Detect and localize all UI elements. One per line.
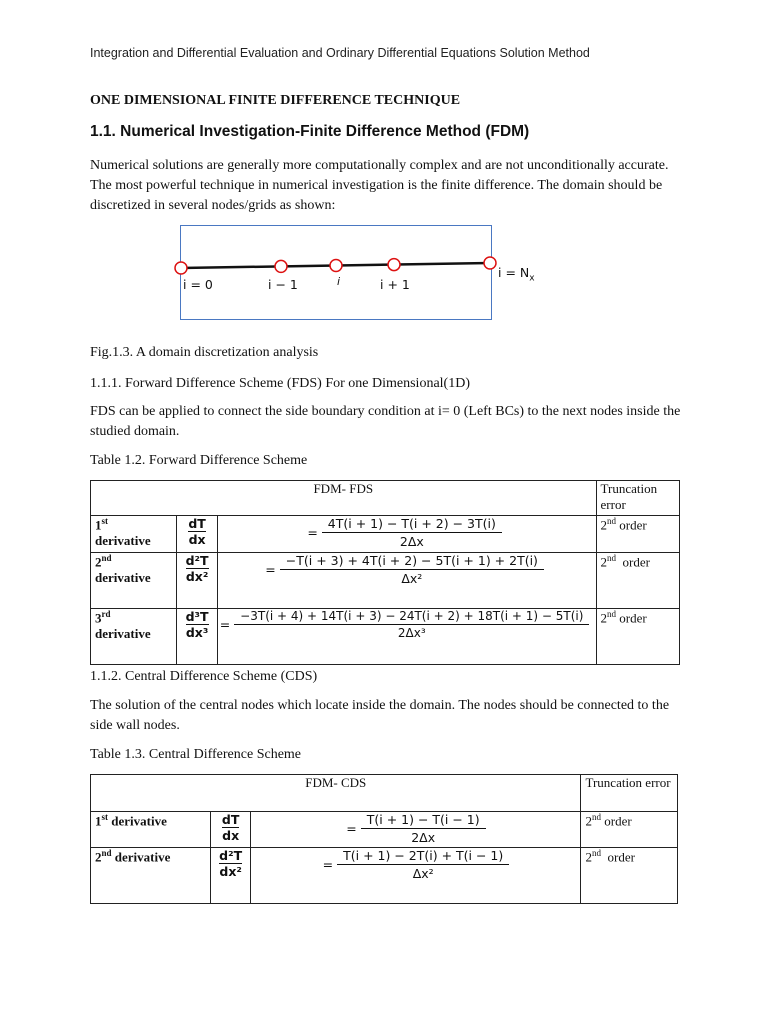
fds-heading: 1.1.1. Forward Difference Scheme (FDS) For one Dimensional(1D) <box>90 376 470 391</box>
error-cell: 2nd order <box>596 609 679 665</box>
node-circle <box>484 257 496 269</box>
formula-cell: = $\frac{4T(i + 1) - T(i + 2) - 3T(i)}{2\Delta x}$ <box>217 516 596 553</box>
error-cell: 2nd order <box>581 848 678 904</box>
error-cell: 2nd order <box>581 812 678 848</box>
end-node-label-sub: x <box>529 273 535 284</box>
formula-cell: = $\frac{-3T(i + 4) + 14T(i + 3) - 24T(i + 2) + 18T(i + 1) - 5T(i)}{\text{2Δx³}}$ <box>217 609 596 665</box>
fds-table-caption: Table 1.2. Forward Difference Scheme <box>90 453 308 468</box>
end-node-label <box>498 265 535 284</box>
error-header: Truncation error <box>596 481 679 516</box>
table-header-row <box>91 775 678 812</box>
row-label: 1st derivative <box>91 516 177 553</box>
table-header <box>91 481 597 516</box>
node-label: i + 1 <box>380 277 410 292</box>
cds-table-caption: Table 1.3. Central Difference Scheme <box>90 747 302 762</box>
error-cell: 2nd order <box>596 553 679 609</box>
table-row <box>91 609 680 665</box>
error-header: Truncation error <box>581 775 678 812</box>
node-circle <box>330 260 342 272</box>
table-row <box>91 848 678 904</box>
formula-cell: = $\frac{T(i + 1) - 2T(i) + T(i - 1)}{\text{Δx²}}$ <box>251 848 581 904</box>
cds-heading: 1.1.2. Central Difference Scheme (CDS) <box>90 669 318 684</box>
node-circle <box>275 260 287 272</box>
derivative-symbol: $\frac{dT}{dx}$ <box>177 516 217 553</box>
row-label: 2nd derivative <box>91 553 177 609</box>
node-circle <box>388 259 400 271</box>
row-label: 3rd derivative <box>91 609 177 665</box>
derivative-symbol: $\frac{\text{d²T}}{\text{dx²}}$ <box>177 553 217 609</box>
table-header <box>91 775 581 812</box>
derivative-symbol: $\frac{dT}{dx}$ <box>210 812 251 848</box>
table-row <box>91 812 678 848</box>
node-label: i <box>337 275 341 288</box>
formula-cell: = $\frac{T(i + 1) - T(i - 1)}{2\Delta x}$ <box>251 812 581 848</box>
figure-caption: Fig.1.3. A domain discretization analysis <box>90 345 319 360</box>
table-row <box>91 516 680 553</box>
node-label: i − 1 <box>268 277 298 292</box>
node-circle <box>175 262 187 274</box>
subsection-title: 1.1. Numerical Investigation-Finite Difference Method (FDM) <box>90 123 530 140</box>
intro-paragraph: Numerical solutions are generally more computationally complex and are not unconditionally accurate. The most powerful technique in numerical investigation is the finite difference. The domain should be discretized in several nodes/grids as shown: <box>90 158 669 213</box>
derivative-symbol: $\frac{\text{d²T}}{\text{dx²}}$ <box>210 848 251 904</box>
section-title: ONE DIMENSIONAL FINITE DIFFERENCE TECHNIQUE <box>90 93 461 108</box>
row-label: 1st derivative <box>91 812 211 848</box>
end-node-label-main: i = N <box>498 265 530 280</box>
row-label: 2nd derivative <box>91 848 211 904</box>
node-label: i = 0 <box>183 277 213 292</box>
table-header-text: FDM- FDS <box>313 481 374 496</box>
node-line-diagram <box>170 250 500 290</box>
table-header-text: FDM- CDS <box>305 775 367 790</box>
derivative-symbol: $\frac{\text{d³T}}{\text{dx³}}$ <box>177 609 217 665</box>
fds-table <box>90 480 680 665</box>
table-row <box>91 553 680 609</box>
cds-paragraph: The solution of the central nodes which locate inside the domain. The nodes should be connected to the side wall nodes. <box>90 698 670 733</box>
running-header: Integration and Differential Evaluation and Ordinary Differential Equations Solution Method <box>90 46 590 60</box>
cds-table <box>90 774 678 904</box>
error-cell: 2nd order <box>596 516 679 553</box>
fds-paragraph: FDS can be applied to connect the side boundary condition at i= 0 (Left BCs) to the next nodes inside the studied domain. <box>90 404 681 439</box>
formula-cell: = $\frac{-T(i + 3) + 4T(i + 2) - 5T(i + 1) + 2T(i)}{\text{Δx²}}$ <box>217 553 596 609</box>
table-header-row <box>91 481 680 516</box>
